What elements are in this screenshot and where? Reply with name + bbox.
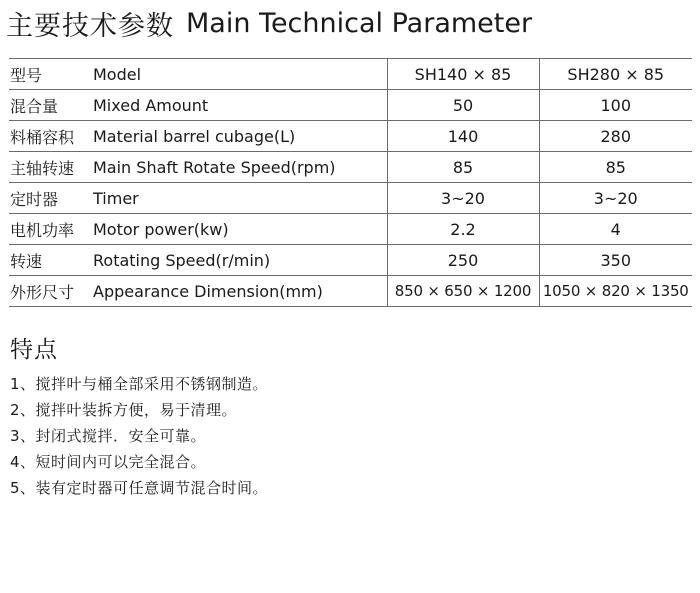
- param-name-en: Rotating Speed(r/min): [91, 245, 387, 276]
- page-title: [6, 4, 532, 44]
- model-1-value: 3~20: [387, 183, 539, 214]
- page-title-chinese: 主要技术参数: [6, 11, 174, 42]
- model-2-value: 3~20: [539, 183, 692, 214]
- param-name-cn: 主轴转速: [9, 152, 91, 183]
- model-1-value: 50: [387, 90, 539, 121]
- param-name-cn: 型号: [9, 59, 91, 90]
- model-1-value: 140: [387, 121, 539, 152]
- list-item: 2、搅拌叶装拆方便，易于清理。: [10, 401, 238, 419]
- table-row: [9, 214, 692, 245]
- model-2-value: 4: [539, 214, 692, 245]
- model-2-value: SH280 × 85: [539, 59, 692, 90]
- table-row: [9, 90, 692, 121]
- param-name-en: Mixed Amount: [91, 90, 387, 121]
- model-2-value: 350: [539, 245, 692, 276]
- table-row: [9, 152, 692, 183]
- table-row: [9, 59, 692, 90]
- model-2-value: 85: [539, 152, 692, 183]
- list-item: 3、封闭式搅拌．安全可靠。: [10, 427, 207, 445]
- features-list: [10, 371, 268, 501]
- param-name-en: Appearance Dimension(mm): [91, 276, 387, 307]
- param-name-cn: 定时器: [9, 183, 91, 214]
- model-1-value: 85: [387, 152, 539, 183]
- param-name-cn: 电机功率: [9, 214, 91, 245]
- spec-table: [9, 58, 692, 307]
- param-name-en: Main Shaft Rotate Speed(rpm): [91, 152, 387, 183]
- param-name-cn: 混合量: [9, 90, 91, 121]
- model-2-value: 1050 × 820 × 1350: [539, 276, 692, 307]
- model-1-value: 850 × 650 × 1200: [387, 276, 539, 307]
- param-name-en: Timer: [91, 183, 387, 214]
- list-item: 1、搅拌叶与桶全部采用不锈钢制造。: [10, 375, 269, 393]
- param-name-en: Motor power(kw): [91, 214, 387, 245]
- table-row: [9, 183, 692, 214]
- features-heading: 特点: [10, 337, 58, 363]
- param-name-en: Material barrel cubage(L): [91, 121, 387, 152]
- model-1-value: SH140 × 85: [387, 59, 539, 90]
- model-1-value: 2.2: [387, 214, 539, 245]
- model-1-value: 250: [387, 245, 539, 276]
- table-row: [9, 276, 692, 307]
- param-name-cn: 转速: [9, 245, 91, 276]
- model-2-value: 280: [539, 121, 692, 152]
- param-name-en: Model: [91, 59, 387, 90]
- page-title-english: Main Technical Parameter: [186, 8, 533, 39]
- model-2-value: 100: [539, 90, 692, 121]
- table-row: [9, 245, 692, 276]
- list-item: 5、装有定时器可任意调节混合时间。: [10, 479, 269, 497]
- table-row: [9, 121, 692, 152]
- param-name-cn: 料桶容积: [9, 121, 91, 152]
- list-item: 4、短时间内可以完全混合。: [10, 453, 207, 471]
- param-name-cn: 外形尺寸: [9, 276, 91, 307]
